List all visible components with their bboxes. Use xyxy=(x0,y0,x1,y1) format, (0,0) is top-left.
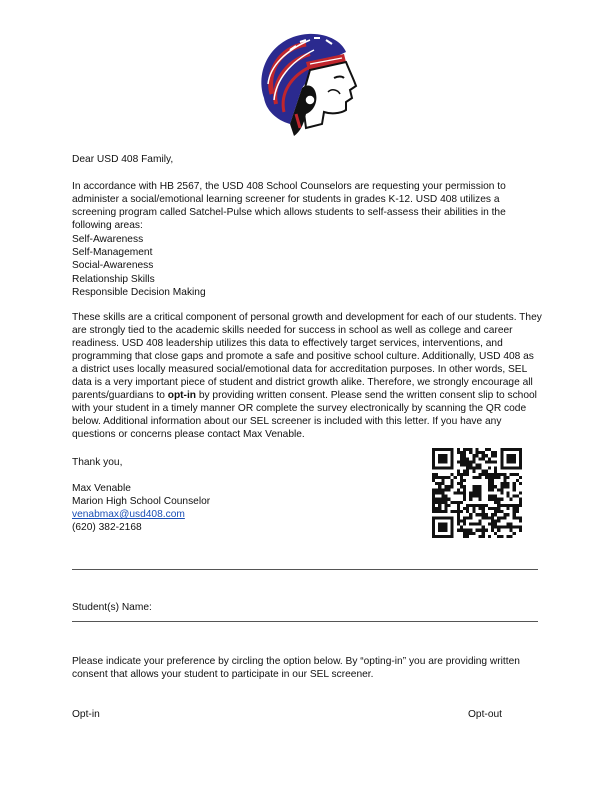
qr-code-icon[interactable] xyxy=(432,448,522,538)
intro-paragraph: In accordance with HB 2567, the USD 408 School Counselors are requesting your permission to administer a social/emotional learning screener for students in grades K-12. USD 408 utilizes a screening program called Satchel-Pulse which allows students to self-assess their abilities in the following areas: xyxy=(72,181,506,231)
area-item: Social-Awareness xyxy=(72,260,154,272)
areas-list xyxy=(72,233,206,299)
salutation: Dear USD 408 Family, xyxy=(72,154,174,165)
closing: Thank you, xyxy=(72,457,123,468)
student-name-line[interactable] xyxy=(72,621,538,622)
student-name-label: Student(s) Name: xyxy=(72,602,152,613)
area-item: Responsible Decision Making xyxy=(72,286,206,298)
opt-out-option[interactable]: Opt-out xyxy=(468,709,502,720)
opt-in-emphasis: opt-in xyxy=(167,390,197,401)
area-item: Self-Management xyxy=(72,247,153,259)
opt-in-option[interactable]: Opt-in xyxy=(72,709,100,720)
slip-instructions: Please indicate your preference by circling the option below. By “opting-in” you are providing written consent that allows your student to participate in our SEL screener. xyxy=(72,656,520,680)
signature-phone: (620) 382-2168 xyxy=(72,522,142,533)
signature-title: Marion High School Counselor xyxy=(72,496,211,507)
area-item: Relationship Skills xyxy=(72,273,155,285)
mascot-logo xyxy=(250,28,362,140)
signature-name: Max Venable xyxy=(72,483,131,494)
area-item: Self-Awareness xyxy=(72,234,144,245)
signature-block xyxy=(72,482,210,534)
email-link[interactable]: venabmax@usd408.com xyxy=(72,509,185,520)
divider xyxy=(72,569,538,570)
body-paragraph xyxy=(72,311,542,441)
body-text-1: These skills are a critical component of personal growth and development for each of our students. They are strongly tied to the academic skills needed for success in school as well as college and career readiness. USD 408 leadership utilizes this data to effectively target services, interventions, and programming that close gaps and promote a safe and positive school culture. Additionally, USD 408 as a district uses locally measured social/emotional data for accreditation purposes. In other words, SEL data is a very important piece of student and district growth alike. Therefore, we strongly encourage all parents/guardians to xyxy=(72,312,542,401)
body-text-2: by providing written consent. Please send the written consent slip to school with your student in a timely manner OR complete the survey electronically by scanning the QR code below. Additional information about our SEL screener is included with this letter. If you have any questions or concerns please contact Max Venable. xyxy=(72,390,537,440)
